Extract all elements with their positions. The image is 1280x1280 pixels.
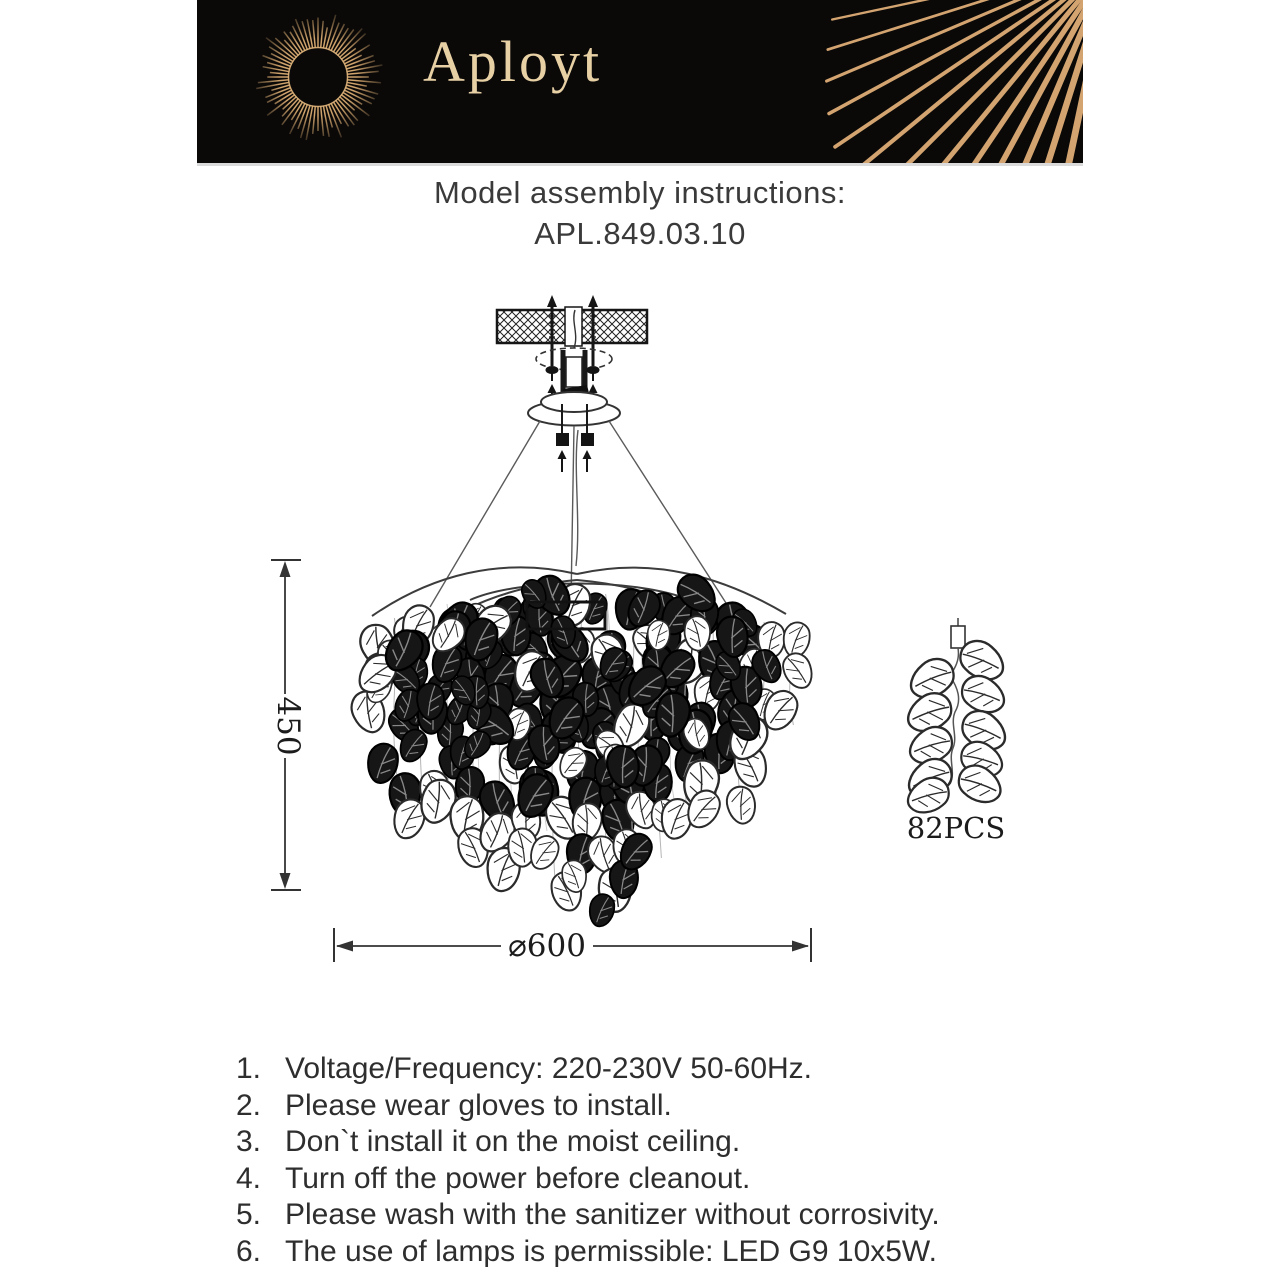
sunburst-center [291, 50, 345, 104]
item-text: Voltage/Frequency: 220-230V 50-60Hz. [285, 1052, 813, 1085]
item-number: 5. [236, 1198, 262, 1231]
brand-banner [197, 0, 1083, 166]
cord-grip-left [556, 433, 569, 446]
instruction-item [236, 1088, 1096, 1125]
instruction-list [236, 1051, 1096, 1270]
instruction-item [236, 1161, 1096, 1198]
corner-rays-decoration [827, 0, 1083, 163]
item-number: 6. [236, 1234, 262, 1268]
item-number: 1. [236, 1052, 262, 1085]
instruction-item [236, 1234, 1096, 1271]
assembly-diagram [0, 280, 1280, 980]
item-text: The use of lamps is permissible: LED G9 10x5W. [285, 1234, 937, 1268]
banner-art [197, 0, 1083, 163]
title-line1: Model assembly instructions: [434, 175, 846, 210]
brand-logo-text: Aployt [423, 29, 603, 94]
cord-grip-right [581, 433, 594, 446]
height-dimension [270, 560, 306, 890]
parts-strand [901, 618, 1013, 845]
grip-arrows [558, 450, 592, 472]
diameter-dimension [334, 928, 811, 964]
item-number: 3. [236, 1125, 262, 1158]
parts-count-label: 82PCS [906, 811, 1006, 845]
chandelier-leaves [347, 568, 818, 929]
ceiling-plate-gap [565, 307, 582, 346]
item-number: 2. [236, 1088, 262, 1122]
terminal-block [566, 357, 582, 387]
instruction-item [236, 1051, 1096, 1088]
model-number: APL.849.03.10 [534, 216, 746, 251]
item-text: Don`t install it on the moist ceiling. [285, 1125, 741, 1158]
item-text: Please wash with the sanitizer without corrosivity. [285, 1198, 940, 1231]
item-text: Please wear gloves to install. [285, 1088, 672, 1122]
bolt-arrowheads [547, 295, 598, 307]
instruction-item [236, 1197, 1096, 1234]
diameter-dimension-label: ⌀600 [508, 928, 586, 964]
instruction-item [236, 1124, 1096, 1161]
item-number: 4. [236, 1161, 262, 1195]
item-text: Turn off the power before cleanout. [285, 1161, 751, 1195]
page-title [0, 172, 1280, 254]
height-dimension-label: 450 [270, 696, 306, 756]
